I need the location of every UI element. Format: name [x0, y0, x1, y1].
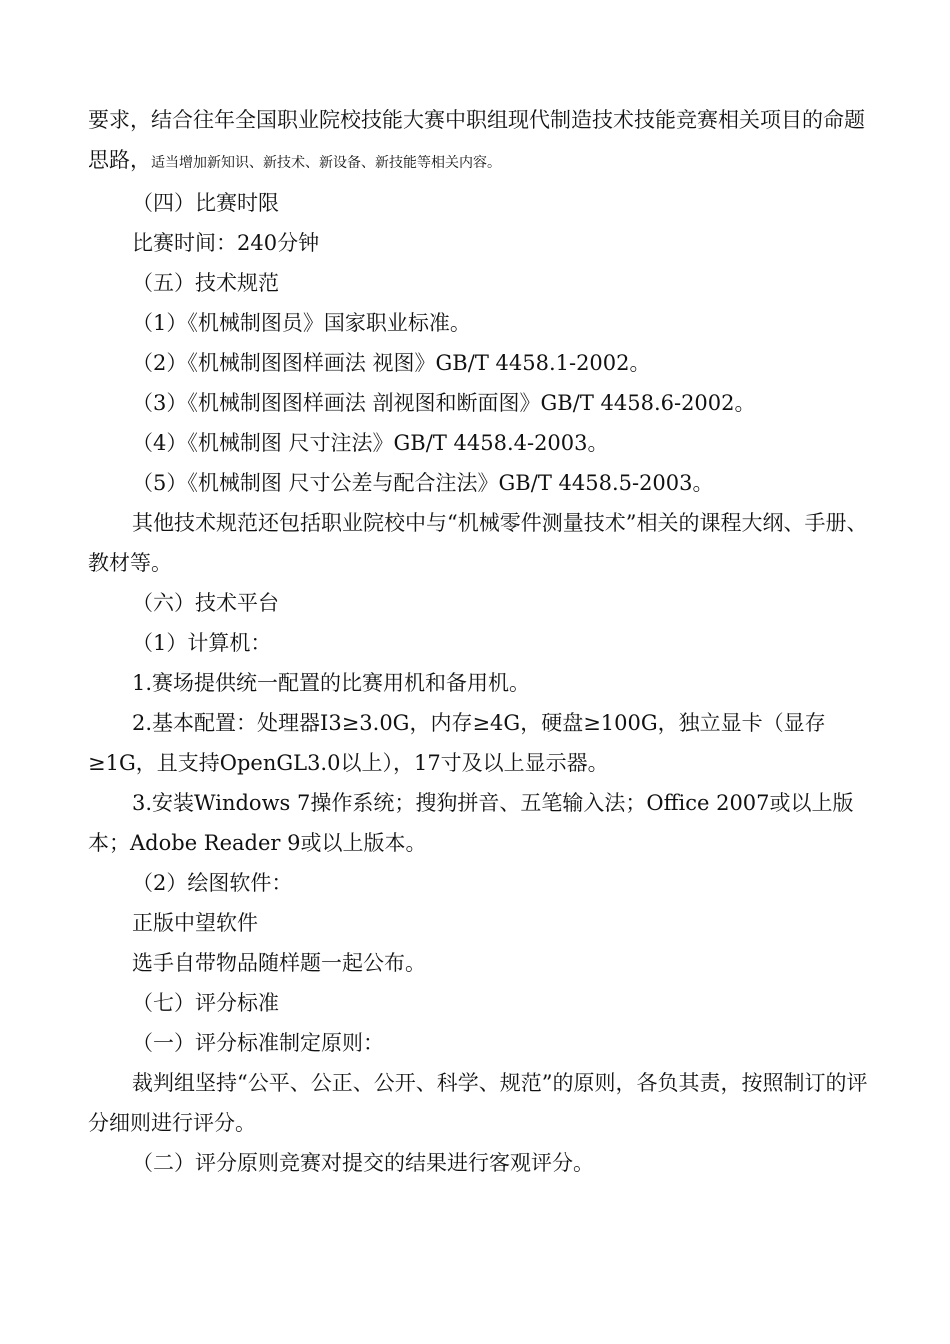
heading-tech-standards: （五）技术规范 [132, 271, 279, 295]
standard-item-2: （2）《机械制图图样画法 视图》GB/T 4458.1-2002。 [132, 351, 651, 375]
principle-paragraph: 裁判组坚持“公平、公正、公开、科学、规范”的原则，各负其责，按照制订的评分细则进行评分。 [88, 1071, 868, 1135]
heading-time-limit: （四）比赛时限 [132, 191, 279, 215]
software-name: 正版中望软件 [132, 911, 258, 935]
software-subheading: （2）绘图软件： [132, 871, 293, 895]
computer-item-1: 1.赛场提供统一配置的比赛用机和备用机。 [132, 671, 531, 695]
intro-small-text: 适当增加新知识、新技术、新设备、新技能等相关内容。 [151, 155, 501, 171]
heading-tech-platform: （六）技术平台 [132, 591, 279, 615]
computer-item-2: 2.基本配置：处理器I3≥3.0G，内存≥4G，硬盘≥100G，独立显卡（显存≥1G，且支持OpenGL3.0以上），17寸及以上显示器。 [88, 711, 826, 775]
standard-item-1: （1）《机械制图员》国家职业标准。 [132, 311, 471, 335]
standard-item-4: （4）《机械制图 尺寸注法》GB/T 4458.4-2003。 [132, 431, 609, 455]
standard-item-5: （5）《机械制图 尺寸公差与配合注法》GB/T 4458.5-2003。 [132, 471, 714, 495]
intro-main-text: 要求，结合往年全国职业院校技能大赛中职组现代制造技术技能竞赛相关项目的命题思路， [88, 108, 865, 172]
standard-item-3: （3）《机械制图图样画法 剖视图和断面图》GB/T 4458.6-2002。 [132, 391, 756, 415]
principle-subheading: （一）评分标准制定原则： [132, 1031, 384, 1055]
computer-subheading: （1）计算机： [132, 631, 272, 655]
personal-items-text: 选手自带物品随样题一起公布。 [132, 951, 426, 975]
computer-item-3: 3.安装Windows 7操作系统；搜狗拼音、五笔输入法；Office 2007或以上版本；Adobe Reader 9或以上版本。 [88, 791, 854, 855]
heading-scoring-standards: （七）评分标准 [132, 991, 279, 1015]
scoring-principle-paragraph: （二）评分原则竞赛对提交的结果进行客观评分。 [132, 1151, 594, 1175]
time-text: 比赛时间：240分钟 [132, 231, 320, 255]
intro-paragraph [88, 100, 870, 183]
document-body [88, 100, 870, 1183]
other-standards-paragraph: 其他技术规范还包括职业院校中与“机械零件测量技术”相关的课程大纲、手册、教材等。 [88, 511, 868, 575]
